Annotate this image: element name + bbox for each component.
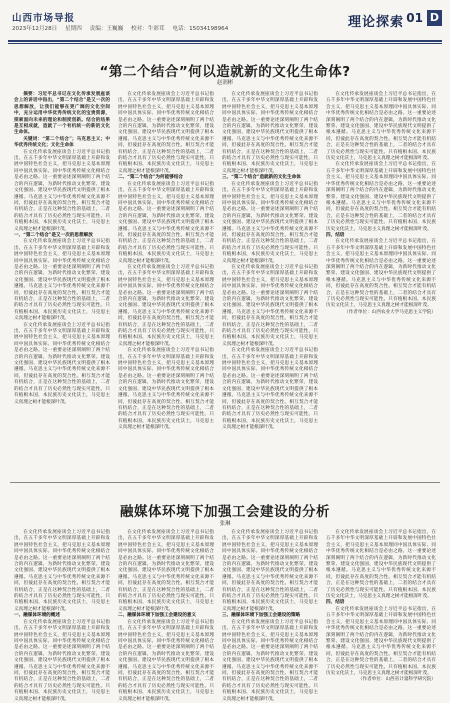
body-paragraph: 在文化传承发展座谈会上习近平总书记指出，在五千多年中华文明深厚基础上开辟和发展中国特色社会主义，把马克思主义基本原理同中国具体实际、同中华优秀传统文化相结合是必由之路。这一重要论述深刻阐明了两个结合的内在逻辑，为新时代推动文化繁荣、建设文化强国、建设中华民族现代文明提供了根本遵循。马克思主义与中华优秀传统文化来源不同，但彼此存在高度的契合性。相互契合才能有机结合，正是在这种契合性的基础上，二者的结合才具有了历史必然性与现实可能性。只有植根本国、本民族历史文化沃土，马克思主义真理之树才能根深叶茂。 <box>222 530 318 612</box>
article1-column-3 <box>222 92 318 476</box>
issue-phone: 电话：15034198964 <box>172 26 229 32</box>
article2-section-heading-2: 二、融媒体环境下加强工会建设的意义 <box>118 613 197 619</box>
body-paragraph: 在文化传承发展座谈会上习近平总书记指出，在五千多年中华文明深厚基础上开辟和发展中国特色社会主义，把马克思主义基本原理同中国具体实际、同中华优秀传统文化相结合是必由之路。这一重要论述深刻阐明了两个结合的内在逻辑，为新时代推动文化繁荣、建设文化强国、建设中华民族现代文明提供了根本遵循。马克思主义与中华优秀传统文化来源不同，但彼此存在高度的契合性。相互契合才能有机结合，正是在这种契合性的基础上，二者的结合才具有了历史必然性与现实可能性。只有植根本国、本民族历史文化沃土，马克思主义真理之树才能根深叶茂。 <box>118 264 214 347</box>
body-paragraph: 在文化传承发展座谈会上习近平总书记指出，在五千多年中华文明深厚基础上开辟和发展中国特色社会主义，把马克思主义基本原理同中国具体实际、同中华优秀传统文化相结合是必由之路。这一重要论述深刻阐明了两个结合的内在逻辑，为新时代推动文化繁荣、建设文化强国、建设中华民族现代文明提供了根本遵循。马克思主义与中华优秀传统文化来源不同，但彼此存在高度的契合性。相互契合才能有机结合，正是在这种契合性的基础上，二者的结合才具有了历史必然性与现实可能性。只有植根本国、本民族历史文化沃土，马克思主义真理之树才能根深叶茂。 <box>222 181 318 264</box>
newspaper-name: 山西市场导报 <box>12 13 76 24</box>
body-paragraph: 在文化传承发展座谈会上习近平总书记指出，在五千多年中华文明深厚基础上开辟和发展中国特色社会主义，把马克思主义基本原理同中国具体实际、同中华优秀传统文化相结合是必由之路。这一重要论述深刻阐明了两个结合的内在逻辑，为新时代推动文化繁荣、建设文化强国、建设中华民族现代文明提供了根本遵循。马克思主义与中华优秀传统文化来源不同，但彼此存在高度的契合性。相互契合才能有机结合，正是在这种契合性的基础上，二者的结合才具有了历史必然性与现实可能性。只有植根本国、本民族历史文化沃土，马克思主义真理之树才能根深叶茂。 <box>326 606 436 676</box>
body-paragraph: 在文化传承发展座谈会上习近平总书记指出，在五千多年中华文明深厚基础上开辟和发展中国特色社会主义，把马克思主义基本原理同中国具体实际、同中华优秀传统文化相结合是必由之路。这一重要论述深刻阐明了两个结合的内在逻辑，为新时代推动文化繁荣、建设文化强国、建设中华民族现代文明提供了根本遵循。马克思主义与中华优秀传统文化来源不同，但彼此存在高度的契合性。相互契合才能有机结合，正是在这种契合性的基础上，二者的结合才具有了历史必然性与现实可能性。只有植根本国、本民族历史文化沃土，马克思主义真理之树才能根深叶茂。 <box>222 619 318 702</box>
article1-section-heading-4: 四、结语 <box>326 232 345 238</box>
article-divider <box>10 482 440 483</box>
issue-weekday: 星期四 <box>65 26 82 32</box>
article1-column-2 <box>118 92 214 476</box>
article1-author-note: （作者单位：山西农业大学马克思主义学院） <box>344 309 436 315</box>
body-paragraph: 在文化传承发展座谈会上习近平总书记指出，在五千多年中华文明深厚基础上开辟和发展中国特色社会主义，把马克思主义基本原理同中国具体实际、同中华优秀传统文化相结合是必由之路。这一重要论述深刻阐明了两个结合的内在逻辑，为新时代推动文化繁荣、建设文化强国、建设中华民族现代文明提供了根本遵循。马克思主义与中华优秀传统文化来源不同，但彼此存在高度的契合性。相互契合才能有机结合，正是在这种契合性的基础上，二者的结合才具有了历史必然性与现实可能性。只有植根本国、本民族历史文化沃土，马克思主义真理之树才能根深叶茂。 <box>222 264 318 347</box>
body-paragraph: 在文化传承发展座谈会上习近平总书记指出，在五千多年中华文明深厚基础上开辟和发展中国特色社会主义，把马克思主义基本原理同中国具体实际、同中华优秀传统文化相结合是必由之路。这一重要论述深刻阐明了两个结合的内在逻辑，为新时代推动文化繁荣、建设文化强国、建设中华民族现代文明提供了根本遵循。马克思主义与中华优秀传统文化来源不同，但彼此存在高度的契合性。相互契合才能有机结合，正是在这种契合性的基础上，二者的结合才具有了历史必然性与现实可能性。只有植根本国、本民族历史文化沃土，马克思主义真理之树才能根深叶茂。 <box>118 181 214 264</box>
issue-date: 2023年12月28日 <box>12 26 58 32</box>
body-paragraph: 在文化传承发展座谈会上习近平总书记指出，在五千多年中华文明深厚基础上开辟和发展中国特色社会主义，把马克思主义基本原理同中国具体实际、同中华优秀传统文化相结合是必由之路。这一重要论述深刻阐明了两个结合的内在逻辑，为新时代推动文化繁荣、建设文化强国、建设中华民族现代文明提供了根本遵循。马克思主义与中华优秀传统文化来源不同，但彼此存在高度的契合性。相互契合才能有机结合，正是在这种契合性的基础上，二者的结合才具有了历史必然性与现实可能性。只有植根本国、本民族历史文化沃土，马克思主义真理之树才能根深叶茂。 <box>326 530 436 600</box>
body-paragraph: 在文化传承发展座谈会上习近平总书记指出，在五千多年中华文明深厚基础上开辟和发展中国特色社会主义，把马克思主义基本原理同中国具体实际、同中华优秀传统文化相结合是必由之路。这一重要论述深刻阐明了两个结合的内在逻辑，为新时代推动文化繁荣、建设文化强国、建设中华民族现代文明提供了根本遵循。马克思主义与中华优秀传统文化来源不同，但彼此存在高度的契合性。相互契合才能有机结合，正是在这种契合性的基础上，二者的结合才具有了历史必然性与现实可能性。只有植根本国、本民族历史文化沃土，马克思主义真理之树才能根深叶茂。 <box>118 530 214 612</box>
body-paragraph: 在文化传承发展座谈会上习近平总书记指出，在五千多年中华文明深厚基础上开辟和发展中国特色社会主义，把马克思主义基本原理同中国具体实际、同中华优秀传统文化相结合是必由之路。这一重要论述深刻阐明了两个结合的内在逻辑，为新时代推动文化繁荣、建设文化强国、建设中华民族现代文明提供了根本遵循。马克思主义与中华优秀传统文化来源不同，但彼此存在高度的契合性。相互契合才能有机结合，正是在这种契合性的基础上，二者的结合才具有了历史必然性与现实可能性。只有植根本国、本民族历史文化沃土，马克思主义真理之树才能根深叶茂。 <box>14 322 110 405</box>
section-title: 理论探索 <box>347 15 404 30</box>
issue-editor: 责编：王巍巍 <box>89 26 124 32</box>
body-paragraph: 在文化传承发展座谈会上习近平总书记指出，在五千多年中华文明深厚基础上开辟和发展中国特色社会主义，把马克思主义基本原理同中国具体实际、同中华优秀传统文化相结合是必由之路。这一重要论述深刻阐明了两个结合的内在逻辑，为新时代推动文化繁荣、建设文化强国、建设中华民族现代文明提供了根本遵循。马克思主义与中华优秀传统文化来源不同，但彼此存在高度的契合性。相互契合才能有机结合，正是在这种契合性的基础上，二者的结合才具有了历史必然性与现实可能性。只有植根本国、本民族历史文化沃土，马克思主义真理之树才能根深叶茂。 <box>14 239 110 322</box>
article2-column-2 <box>118 530 214 702</box>
body-paragraph: 在文化传承发展座谈会上习近平总书记指出，在五千多年中华文明深厚基础上开辟和发展中国特色社会主义，把马克思主义基本原理同中国具体实际、同中华优秀传统文化相结合是必由之路。这一重要论述深刻阐明了两个结合的内在逻辑，为新时代推动文化繁荣、建设文化强国、建设中华民族现代文明提供了根本遵循。马克思主义与中华优秀传统文化来源不同，但彼此存在高度的契合性。相互契合才能有机结合，正是在这种契合性的基础上，二者的结合才具有了历史必然性与现实可能性。只有植根本国、本民族历史文化沃土，马克思主义真理之树才能根深叶茂。 <box>326 162 436 232</box>
body-paragraph: 在文化传承发展座谈会上习近平总书记指出，在五千多年中华文明深厚基础上开辟和发展中国特色社会主义，把马克思主义基本原理同中国具体实际、同中华优秀传统文化相结合是必由之路。这一重要论述深刻阐明了两个结合的内在逻辑，为新时代推动文化繁荣、建设文化强国、建设中华民族现代文明提供了根本遵循。马克思主义与中华优秀传统文化来源不同，但彼此存在高度的契合性。相互契合才能有机结合，正是在这种契合性的基础上，二者的结合才具有了历史必然性与现实可能性。只有植根本国、本民族历史文化沃土，马克思主义真理之树才能根深叶茂。 <box>222 348 318 431</box>
article1-column-1 <box>14 92 110 476</box>
issue-proofreader: 校对：牛彩茸 <box>130 26 165 32</box>
section-logo: D <box>427 10 442 26</box>
article2-author-note: （作者单位：山西省计量科学研究院） <box>357 677 436 683</box>
masthead <box>8 8 442 38</box>
body-paragraph: 在文化传承发展座谈会上习近平总书记指出，在五千多年中华文明深厚基础上开辟和发展中国特色社会主义，把马克思主义基本原理同中国具体实际、同中华优秀传统文化相结合是必由之路。这一重要论述深刻阐明了两个结合的内在逻辑，为新时代推动文化繁荣、建设文化强国、建设中华民族现代文明提供了根本遵循。马克思主义与中华优秀传统文化来源不同，但彼此存在高度的契合性。相互契合才能有机结合，正是在这种契合性的基础上，二者的结合才具有了历史必然性与现实可能性。只有植根本国、本民族历史文化沃土，马克思主义真理之树才能根深叶茂。 <box>326 239 436 309</box>
article2-section-heading-1: 一、融媒体环境的概述 <box>14 613 60 619</box>
article1-column-4 <box>326 92 436 476</box>
body-paragraph: 在文化传承发展座谈会上习近平总书记指出，在五千多年中华文明深厚基础上开辟和发展中国特色社会主义，把马克思主义基本原理同中国具体实际、同中华优秀传统文化相结合是必由之路。这一重要论述深刻阐明了两个结合的内在逻辑，为新时代推动文化繁荣、建设文化强国、建设中华民族现代文明提供了根本遵循。马克思主义与中华优秀传统文化来源不同，但彼此存在高度的契合性。相互契合才能有机结合，正是在这种契合性的基础上，二者的结合才具有了历史必然性与现实可能性。只有植根本国、本民族历史文化沃土，马克思主义真理之树才能根深叶茂。 <box>118 619 214 702</box>
article2-author: 张琳 <box>219 521 231 527</box>
keywords-label: 关键词： <box>23 136 43 142</box>
body-paragraph: 在文化传承发展座谈会上习近平总书记指出，在五千多年中华文明深厚基础上开辟和发展中国特色社会主义，把马克思主义基本原理同中国具体实际、同中华优秀传统文化相结合是必由之路。这一重要论述深刻阐明了两个结合的内在逻辑，为新时代推动文化繁荣、建设文化强国、建设中华民族现代文明提供了根本遵循。马克思主义与中华优秀传统文化来源不同，但彼此存在高度的契合性。相互契合才能有机结合，正是在这种契合性的基础上，二者的结合才具有了历史必然性与现实可能性。只有植根本国、本民族历史文化沃土，马克思主义真理之树才能根深叶茂。 <box>222 92 318 174</box>
body-paragraph: 在文化传承发展座谈会上习近平总书记指出，在五千多年中华文明深厚基础上开辟和发展中国特色社会主义，把马克思主义基本原理同中国具体实际、同中华优秀传统文化相结合是必由之路。这一重要论述深刻阐明了两个结合的内在逻辑，为新时代推动文化繁荣、建设文化强国、建设中华民族现代文明提供了根本遵循。马克思主义与中华优秀传统文化来源不同，但彼此存在高度的契合性。相互契合才能有机结合，正是在这种契合性的基础上，二者的结合才具有了历史必然性与现实可能性。只有植根本国、本民族历史文化沃土，马克思主义真理之树才能根深叶茂。 <box>326 92 436 162</box>
article2-section-heading-4: 四、结语 <box>326 600 345 606</box>
header-rule-thin <box>8 43 442 44</box>
body-paragraph: 在文化传承发展座谈会上习近平总书记指出，在五千多年中华文明深厚基础上开辟和发展中国特色社会主义，把马克思主义基本原理同中国具体实际、同中华优秀传统文化相结合是必由之路。这一重要论述深刻阐明了两个结合的内在逻辑，为新时代推动文化繁荣、建设文化强国、建设中华民族现代文明提供了根本遵循。马克思主义与中华优秀传统文化来源不同，但彼此存在高度的契合性。相互契合才能有机结合，正是在这种契合性的基础上，二者的结合才具有了历史必然性与现实可能性。只有植根本国、本民族历史文化沃土，马克思主义真理之树才能根深叶茂。 <box>14 149 110 232</box>
article2-column-1 <box>14 530 110 702</box>
keywords-text: “第二个结合”；马克思主义；中华优秀传统文化；文化生命体 <box>14 136 110 149</box>
article2-title: 融媒体环境下加强工会建设的分析 <box>120 504 330 520</box>
article1-author: 赵润彬 <box>216 80 234 86</box>
article2-column-4 <box>326 530 436 683</box>
article2-section-heading-3: 三、融媒体环境下加强工会建设的策略 <box>222 613 301 619</box>
article1-section-heading-2: 二、“第二个结合”为何能够结合 <box>118 175 184 181</box>
body-paragraph: 在文化传承发展座谈会上习近平总书记指出，在五千多年中华文明深厚基础上开辟和发展中国特色社会主义，把马克思主义基本原理同中国具体实际、同中华优秀传统文化相结合是必由之路。这一重要论述深刻阐明了两个结合的内在逻辑，为新时代推动文化繁荣、建设文化强国、建设中华民族现代文明提供了根本遵循。马克思主义与中华优秀传统文化来源不同，但彼此存在高度的契合性。相互契合才能有机结合，正是在这种契合性的基础上，二者的结合才具有了历史必然性与现实可能性。只有植根本国、本民族历史文化沃土，马克思主义真理之树才能根深叶茂。 <box>14 619 110 702</box>
abstract-label: 摘要： <box>23 92 38 97</box>
article2-column-3 <box>222 530 318 702</box>
issue-info <box>12 24 234 32</box>
article1-section-heading-1: 一、“第二个结合”是又一次的思想解放 <box>14 232 93 238</box>
abstract-text: 习近平总书记在文化传承发展座谈会上的讲话中指出，“第二个结合”是又一次的思想解放，让我们能够在更广阔的文化空间中，充分运用中华优秀传统文化的宝贵资源，探索面向未来的理论和制度创新。结合的结果是互相成就，造就了一个有机统一的新的文化生命体。 <box>14 92 110 136</box>
page-number: 01 <box>406 11 423 25</box>
header-rule <box>8 40 442 42</box>
body-paragraph: 在文化传承发展座谈会上习近平总书记指出，在五千多年中华文明深厚基础上开辟和发展中国特色社会主义，把马克思主义基本原理同中国具体实际、同中华优秀传统文化相结合是必由之路。这一重要论述深刻阐明了两个结合的内在逻辑，为新时代推动文化繁荣、建设文化强国、建设中华民族现代文明提供了根本遵循。马克思主义与中华优秀传统文化来源不同，但彼此存在高度的契合性。相互契合才能有机结合，正是在这种契合性的基础上，二者的结合才具有了历史必然性与现实可能性。只有植根本国、本民族历史文化沃土，马克思主义真理之树才能根深叶茂。 <box>14 530 110 612</box>
article1-title: “第二个结合”何以造就新的文化生命体? <box>99 64 351 80</box>
article1-section-heading-3: 三、“第二个结合”造就新的文化生命体 <box>222 175 301 181</box>
body-paragraph: 在文化传承发展座谈会上习近平总书记指出，在五千多年中华文明深厚基础上开辟和发展中国特色社会主义，把马克思主义基本原理同中国具体实际、同中华优秀传统文化相结合是必由之路。这一重要论述深刻阐明了两个结合的内在逻辑，为新时代推动文化繁荣、建设文化强国、建设中华民族现代文明提供了根本遵循。马克思主义与中华优秀传统文化来源不同，但彼此存在高度的契合性。相互契合才能有机结合，正是在这种契合性的基础上，二者的结合才具有了历史必然性与现实可能性。只有植根本国、本民族历史文化沃土，马克思主义真理之树才能根深叶茂。 <box>118 348 214 431</box>
body-paragraph: 在文化传承发展座谈会上习近平总书记指出，在五千多年中华文明深厚基础上开辟和发展中国特色社会主义，把马克思主义基本原理同中国具体实际、同中华优秀传统文化相结合是必由之路。这一重要论述深刻阐明了两个结合的内在逻辑，为新时代推动文化繁荣、建设文化强国、建设中华民族现代文明提供了根本遵循。马克思主义与中华优秀传统文化来源不同，但彼此存在高度的契合性。相互契合才能有机结合，正是在这种契合性的基础上，二者的结合才具有了历史必然性与现实可能性。只有植根本国、本民族历史文化沃土，马克思主义真理之树才能根深叶茂。 <box>118 92 214 174</box>
